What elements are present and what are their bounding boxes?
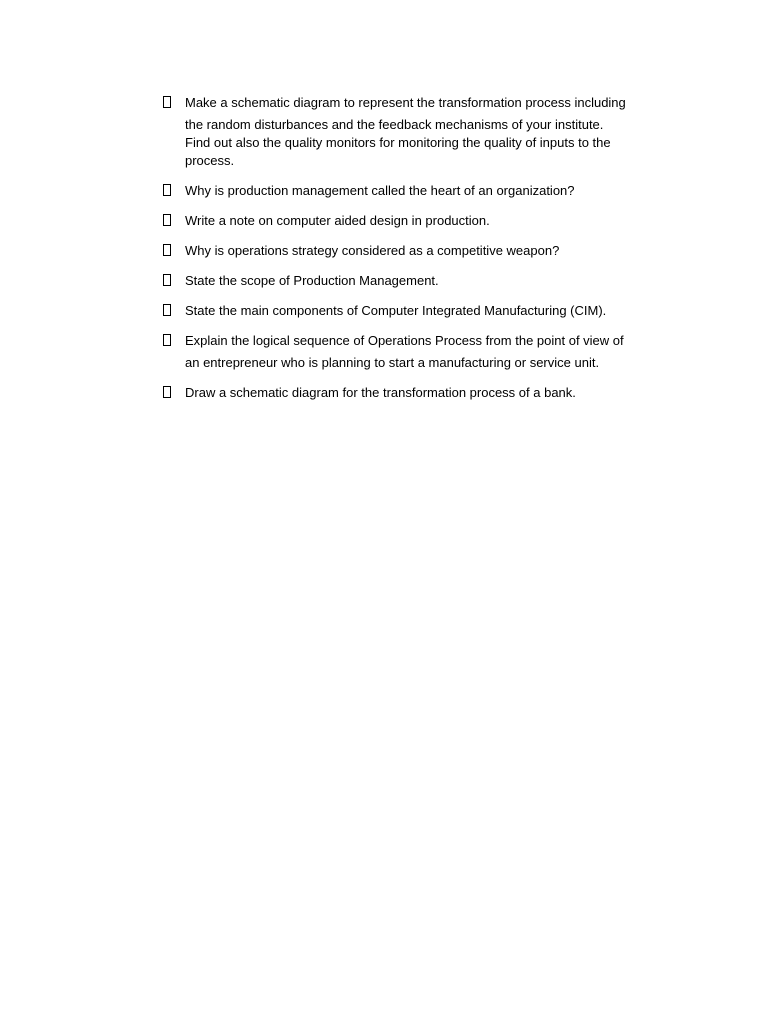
question-text xyxy=(185,182,680,200)
question-line: process. xyxy=(185,153,235,168)
question-item-5 xyxy=(160,272,680,290)
question-list xyxy=(160,94,680,414)
question-item-4 xyxy=(160,242,680,260)
bullet-icon xyxy=(160,302,185,316)
question-text xyxy=(185,272,680,290)
question-text xyxy=(185,384,680,402)
bullet-icon xyxy=(160,212,185,226)
bullet-icon xyxy=(160,242,185,256)
question-line: an entrepreneur who is planning to start a manufacturing or service unit. xyxy=(185,355,600,370)
bullet-icon xyxy=(160,384,185,398)
question-text xyxy=(185,242,680,260)
question-line: Why is operations strategy considered as a competitive weapon? xyxy=(185,243,560,258)
question-item-3 xyxy=(160,212,680,230)
question-line: Why is production management called the heart of an organization? xyxy=(185,183,575,198)
bullet-icon xyxy=(160,182,185,196)
bullet-icon xyxy=(160,272,185,286)
question-line: Explain the logical sequence of Operations Process from the point of view of xyxy=(185,333,624,348)
question-text xyxy=(185,212,680,230)
question-text xyxy=(185,94,680,170)
question-line: State the main components of Computer Integrated Manufacturing (CIM). xyxy=(185,303,607,318)
bullet-icon xyxy=(160,332,185,346)
question-line: State the scope of Production Management. xyxy=(185,273,439,288)
question-text xyxy=(185,332,680,372)
question-line: Make a schematic diagram to represent the transformation process including xyxy=(185,95,626,110)
question-line: Find out also the quality monitors for monitoring the quality of inputs to the xyxy=(185,135,611,150)
question-line: Write a note on computer aided design in production. xyxy=(185,213,490,228)
question-item-1 xyxy=(160,94,680,170)
question-item-8 xyxy=(160,384,680,402)
question-line: Draw a schematic diagram for the transformation process of a bank. xyxy=(185,385,576,400)
bullet-icon xyxy=(160,94,185,108)
question-line: the random disturbances and the feedback mechanisms of your institute. xyxy=(185,117,604,132)
question-item-2 xyxy=(160,182,680,200)
question-item-6 xyxy=(160,302,680,320)
question-item-7 xyxy=(160,332,680,372)
question-text xyxy=(185,302,680,320)
